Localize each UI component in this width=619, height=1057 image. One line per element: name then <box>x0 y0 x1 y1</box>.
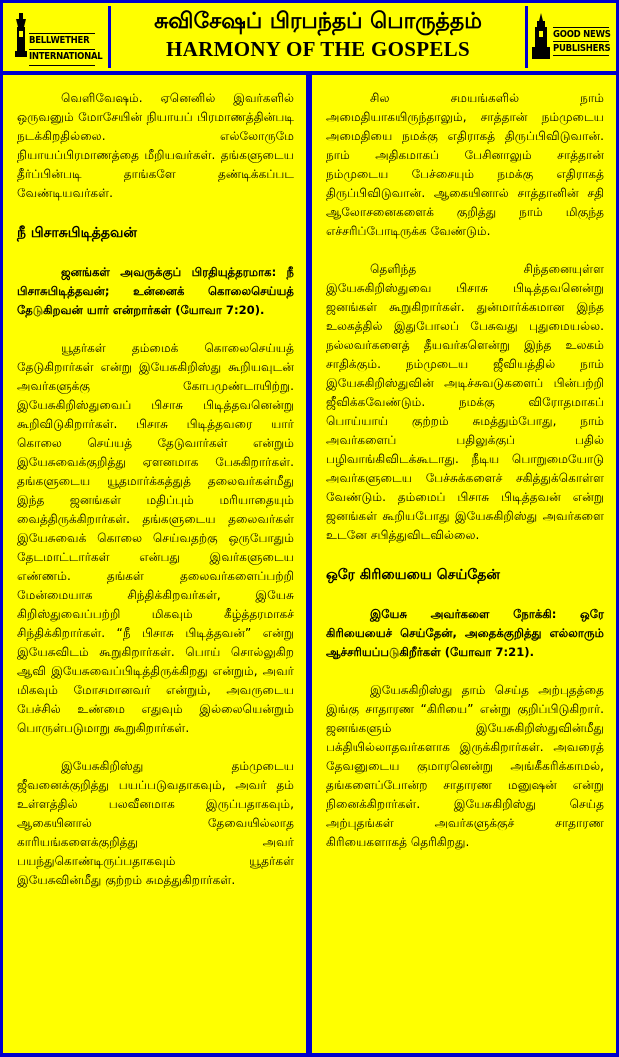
logo-left-line1: BELLWETHER <box>29 35 90 46</box>
page-title-english: HARMONY OF THE GOSPELS <box>166 37 470 61</box>
tower-icon <box>531 13 551 61</box>
right-paragraph-3: இயேசுகிறிஸ்து தாம் செய்த அற்புதத்தை இங்கு சாதாரண “கிரியை” என்று குறிப்பிடுகிறார். ஜனங்களும் இயேசுகிறிஸ்துவின்மீது பக்தியில்லாதவர்களாக இருக்கிறார்கள். அவரைத் தேவனுடைய குமாரனென்று அங்கீகரிக்காமல், தங்களைப்போன்ற சாதாரண மனுஷன் என்று நினைக்கிறார்கள். இயேசுகிறிஸ்து செய்த அற்புதங்கள் அவர்களுக்குச் சாதாரண கிரியைகளாகத் தெரிகிறது. <box>326 683 604 849</box>
header <box>3 3 616 71</box>
left-paragraph-2: யூதர்கள் தம்மைக் கொலைசெய்யத் தேடுகிறார்கள் என்று இயேசுகிறிஸ்து கூறியவுடன் அவர்களுக்கு கோபமுண்டாயிற்று. இயேசுகிறிஸ்துவைப் பிசாசு பிடித்தவனென்று கூறிவிடுகிறார்கள். பிசாசு பிடித்தவரை யார் கொலை செய்யத் தேடுவார்கள் என்றும் இயேசுவைக்குறித்து ஏளனமாக பேசுகிறார்கள். தங்களுடைய யூதமார்க்கத்துத் தலைவர்கள்மீது இந்த ஜனங்கள் மதிப்பும் மரியாதையும் வைத்திருக்கிறார்கள். தங்களுடைய தலைவர்கள் இயேசுவைக் கொலை செய்வதற்கு ஒருபோதும் தேடமாட்டார்கள் என்பது இவர்களுடைய எண்ணம். தங்கள் தலைவர்களைப்பற்றி மேன்மையாக சிந்திக்கிறவர்கள், இயேசு கிறிஸ்துவைப்பற்றி மிகவும் கீழ்த்தரமாகச் சிந்திக்கிறார்கள். “நீ பிசாசு பிடித்தவன்” என்று இயேசுவிடம் கூறுகிறார்கள். பொய் சொல்லுகிற ஆவி இயேசுவைப்பிடித்திருக்கிறது என்றும், அவர் மிகவும் மோசமானவர் என்றும், அவருடைய பேச்சில் உண்மை எதுவும் இல்லையென்றும் பொருள்படுமாறு கூறுகிறார்கள். <box>17 341 294 735</box>
logo-right-line2: PUBLISHERS <box>553 43 611 54</box>
scripture-quote-john-7-21: இயேசு அவர்களை நோக்கி: ஒரே கிரியையைச் செய்தேன், அதைக்குறித்து எல்லாரும் ஆச்சரியப்படுகிறீர்கள் (யோவா 7:21). <box>326 607 604 659</box>
left-paragraph-1: வெளிவேஷம். ஏனெனில் இவர்களில் ஒருவனும் மோசேயின் நியாயப் பிரமாணத்தின்படி நடக்கிறதில்லை. எல்லோருமே நியாயப்பிரமாணத்தை மீறியவர்கள். தங்களுடைய தீர்ப்பின்படி தாங்களே தண்டிக்கப்பட வேண்டியவர்கள். <box>17 91 294 200</box>
left-column <box>3 75 306 1053</box>
title-box <box>108 6 528 68</box>
good-news-logo <box>531 7 613 67</box>
right-column <box>312 75 616 1053</box>
right-paragraph-1: சில சமயங்களில் நாம் அமைதியாகயிருந்தாலும், சாத்தான் நம்முடைய அமைதியை நமக்கு எதிராகத் திருப்பிவிடுவான். நாம் அதிகமாகப் பேசினாலும் சாத்தான் நம்முடைய பேச்சையும் நமக்கு எதிராகத் திருப்பிவிடுவான். ஆகையினால் சாத்தானின் சதி ஆலோசனைகளைக் குறித்து நாம் மிகுந்த எச்சரிப்போடிருக்க வேண்டும். <box>326 91 604 238</box>
logo-right-line1: GOOD NEWS <box>553 29 611 40</box>
right-paragraph-2: தெளிந்த சிந்தனையுள்ள இயேசுகிறிஸ்துவை பிசாசு பிடித்தவனென்று ஜனங்கள் கூறுகிறார்கள். துன்மார்க்கமான இந்த உலகத்தில் இதுபோலப் பேசுவது புதுமையல்ல. நல்லவர்களைத் தீயவர்களென்று இந்த உலகம் சாதிக்கும். நம்முடைய ஜீவியத்தில் நாம் இயேசுகிறிஸ்துவின் அடிச்சுவடுகளைப் பின்பற்றி ஜீவிக்கவேண்டும். நமக்கு விரோதமாகப் பொய்யாய் குற்றம் சுமத்தும்போது, நாம் அவர்களைப் பதிலுக்குப் பதில் பழிவாங்கிவிடக்கூடாது. நீடிய பொறுமையோடு அவர்களுடைய பேச்சுக்களைச் சகித்துக்கொள்ள வேண்டும். தம்மைப் பிசாசு பிடித்தவன் என்று ஜனங்கள் கூறியபோது இயேசுகிறிஸ்து அவர்களை உடனே சபித்துவிடவில்லை. <box>326 262 604 542</box>
bellwether-logo <box>11 7 101 67</box>
section-heading-one-work: ஒரே கிரியையை செய்தேன் <box>326 567 500 583</box>
logo-left-line2: INTERNATIONAL <box>29 51 103 62</box>
scripture-quote-john-7-20: ஜனங்கள் அவருக்குப் பிரதியுத்தரமாக: நீ பிசாசுபிடித்தவன்; உன்னைக் கொலைசெய்யத் தேடுகிறவன் யார் என்றார்கள் (யோவா 7:20). <box>17 265 294 317</box>
left-paragraph-3: இயேசுகிறிஸ்து தம்முடைய ஜீவனைக்குறித்து பயப்படுவதாகவும், அவர் தம் உள்ளத்தில் பலவீனமாக இருப்பதாகவும், ஆகையினால் தேவையில்லாத காரியங்களைக்குறித்து அவர் பயந்துகொண்டிருப்பதாகவும் யூதர்கள் இயேசுவின்மீது குற்றம் சுமத்துகிறார்கள். <box>17 759 294 887</box>
section-heading-possessed: நீ பிசாசுபிடித்தவன் <box>17 225 137 241</box>
bell-tower-icon <box>13 13 29 59</box>
page-title-tamil: சுவிசேஷப் பிரபந்தப் பொருத்தம் <box>154 9 482 34</box>
